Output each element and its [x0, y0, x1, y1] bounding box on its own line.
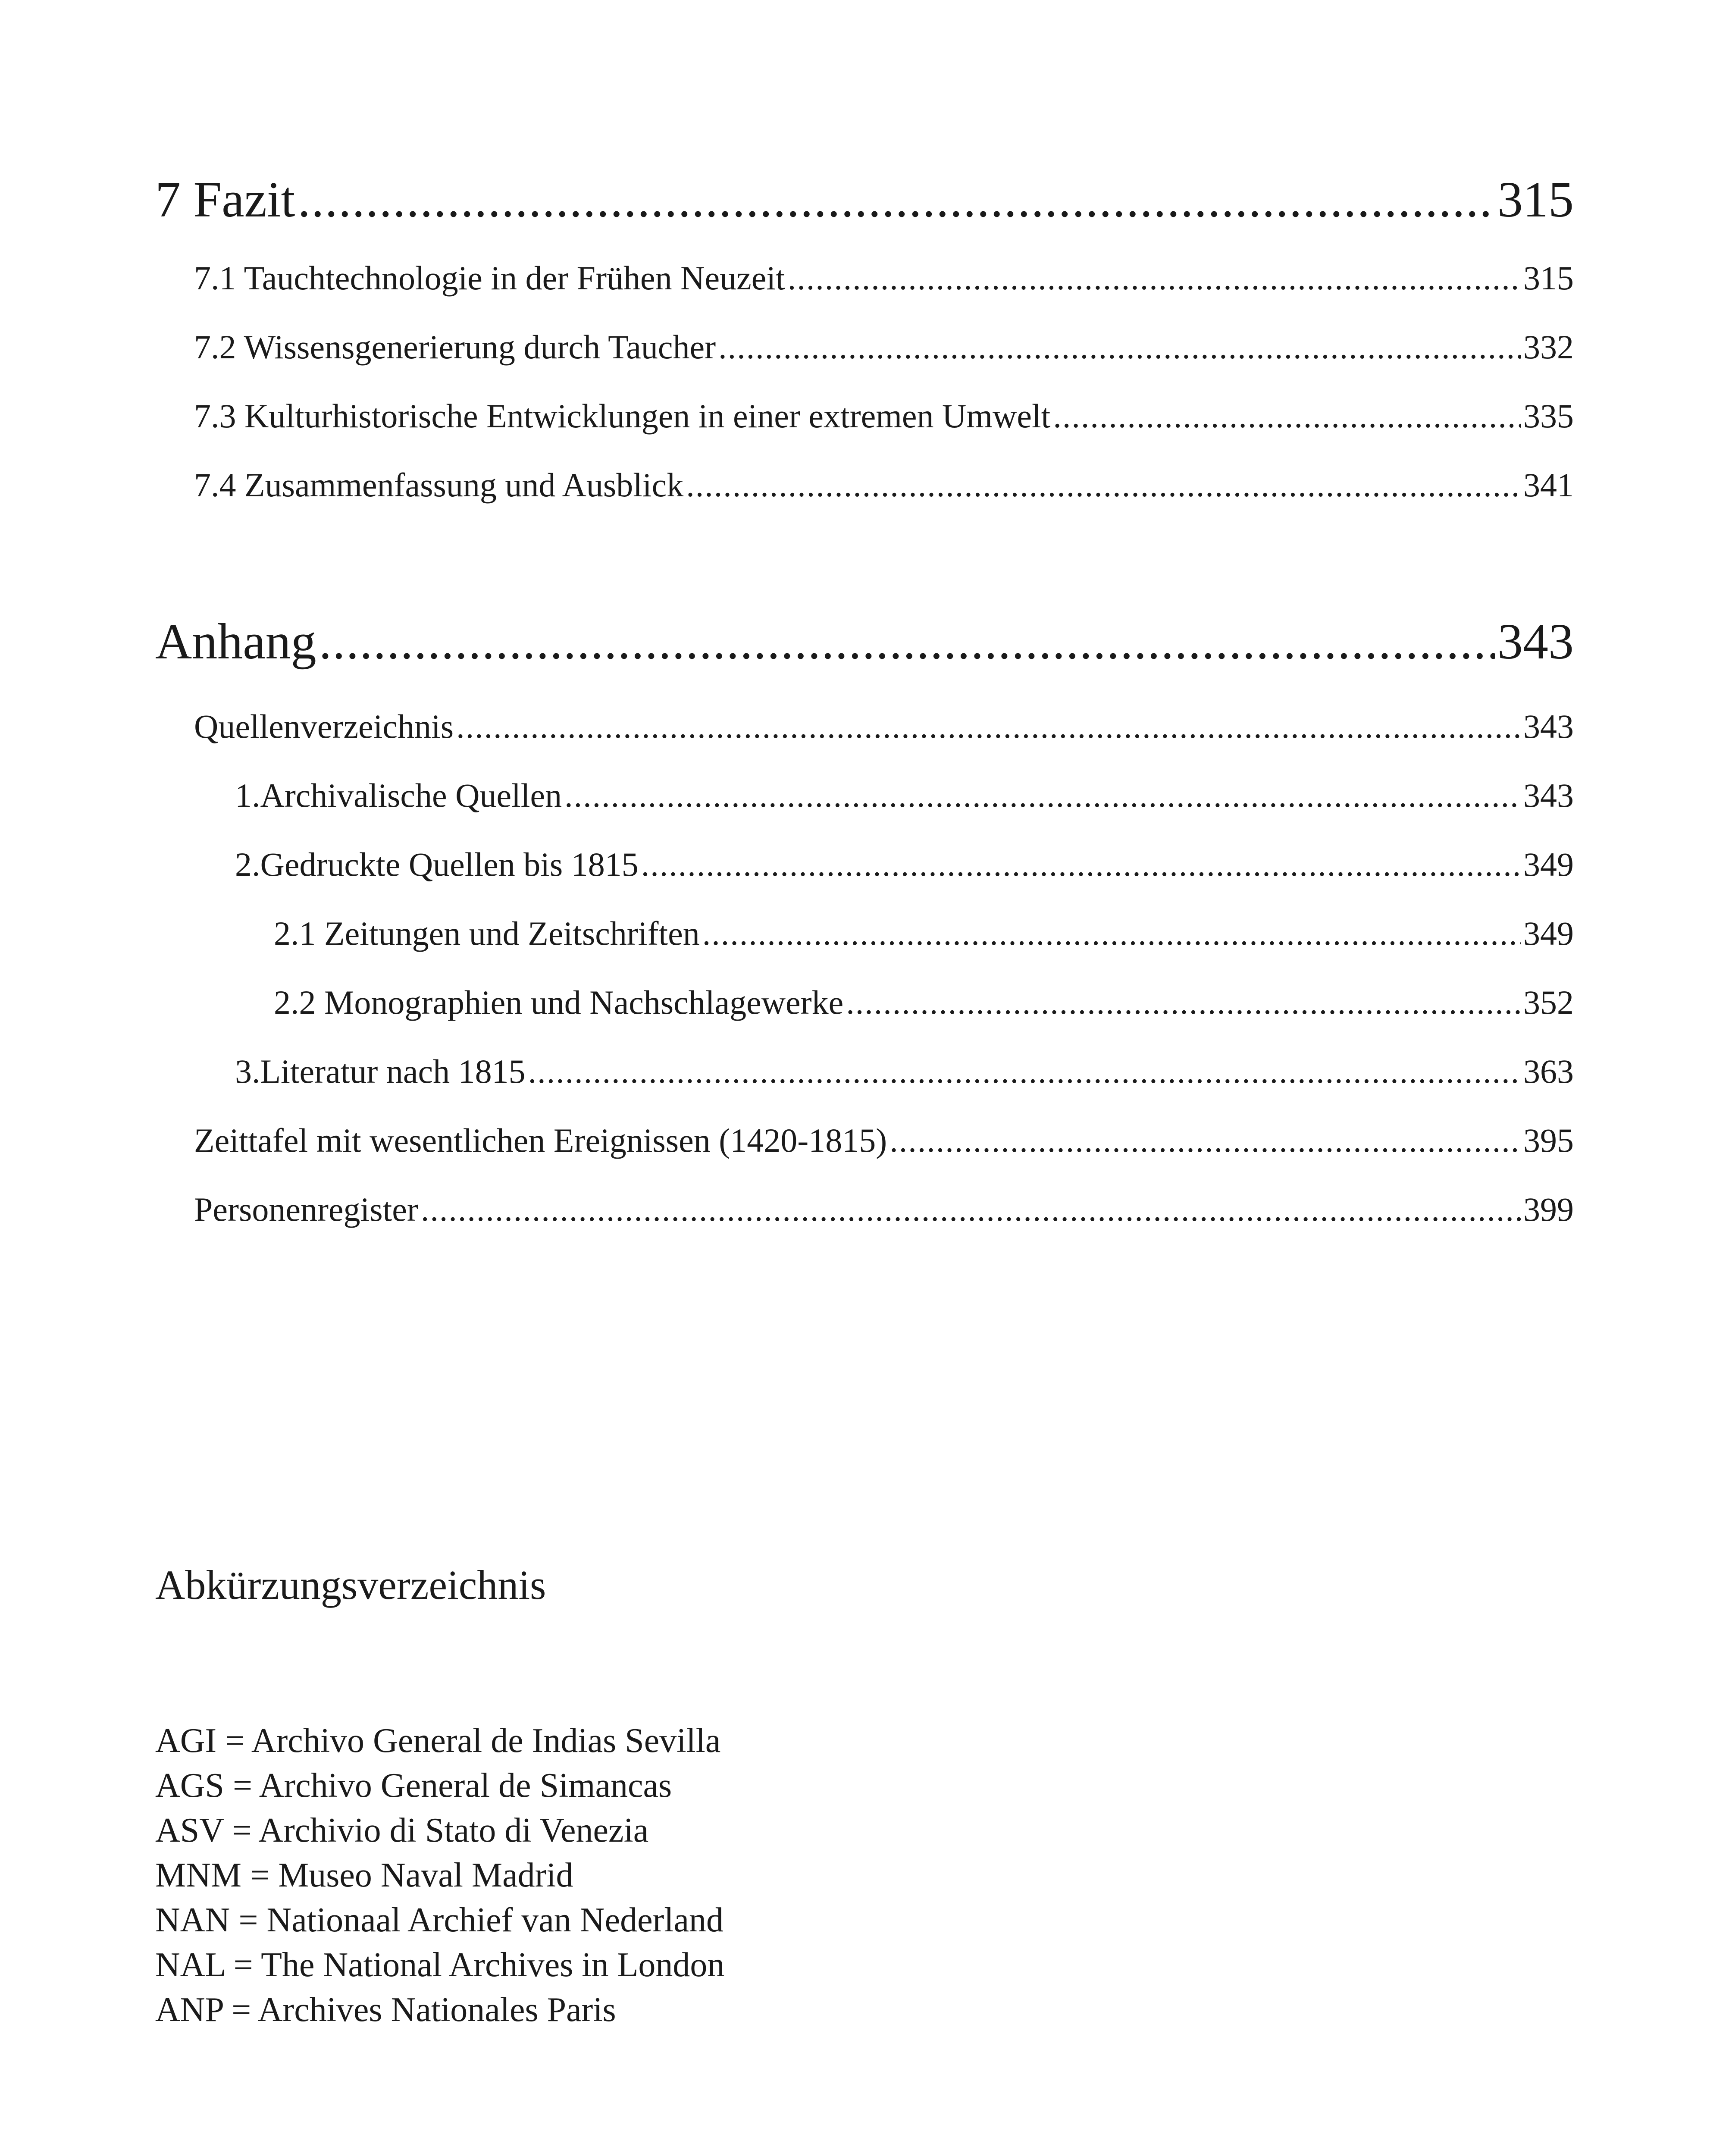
toc-entry-label: 7 Fazit: [155, 171, 295, 228]
toc-dot-leader: [641, 845, 1521, 884]
toc-entry-page: 343: [1523, 777, 1574, 814]
toc-dot-leader: [421, 1190, 1521, 1229]
toc-entry-label: Quellenverzeichnis: [194, 708, 454, 745]
toc-dot-leader: [718, 328, 1521, 367]
toc-entry-chapter-7[interactable]: [155, 170, 1574, 229]
toc-entry-archivalische-quellen[interactable]: [235, 776, 1574, 815]
toc-entry-label: Zeittafel mit wesentlichen Ereignissen (1420-1815): [194, 1122, 887, 1159]
toc-entry-number: 2.: [235, 846, 260, 883]
toc-dot-leader: [702, 914, 1521, 953]
toc-entry-7-3[interactable]: [194, 397, 1574, 436]
toc-dot-leader: [788, 259, 1521, 298]
toc-entry-7-4[interactable]: [194, 466, 1574, 505]
toc-entry-number: 1.: [235, 777, 260, 814]
abbreviations-heading: Abkürzungsverzeichnis: [155, 1562, 546, 1608]
toc-dot-leader: [889, 1121, 1521, 1160]
toc-entry-label: 7.4 Zusammenfassung und Ausblick: [194, 466, 684, 504]
abbreviation-item: MNM = Museo Naval Madrid: [155, 1856, 573, 1894]
toc-entry-monographien[interactable]: [274, 983, 1574, 1022]
toc-dot-leader: [456, 707, 1521, 746]
abbreviations-list: [155, 1718, 724, 2032]
abbreviation-item: AGS = Archivo General de Simancas: [155, 1767, 672, 1805]
toc-entry-gedruckte-quellen[interactable]: [235, 845, 1574, 884]
toc-entry-anhang[interactable]: [155, 612, 1574, 671]
toc-entry-page: 352: [1523, 984, 1574, 1021]
toc-dot-leader: [846, 983, 1521, 1022]
toc-entry-zeitungen[interactable]: [274, 914, 1574, 953]
toc-entry-page: 395: [1523, 1122, 1574, 1159]
toc-entry-label: Anhang: [155, 613, 316, 670]
toc-entry-7-2[interactable]: [194, 328, 1574, 367]
toc-dot-leader: [564, 776, 1521, 815]
toc-entry-page: 349: [1523, 846, 1574, 883]
toc-entry-label: 7.2 Wissensgenerierung durch Taucher: [194, 328, 716, 366]
toc-entry-zeittafel[interactable]: [194, 1121, 1574, 1160]
abbreviation-item: ASV = Archivio di Stato di Venezia: [155, 1811, 649, 1849]
abbreviation-item: AGI = Archivo General de Indias Sevilla: [155, 1722, 721, 1760]
toc-entry-label: 2.1 Zeitungen und Zeitschriften: [274, 915, 700, 952]
toc-entry-label: 7.3 Kulturhistorische Entwicklungen in einer extremen Umwelt: [194, 397, 1051, 435]
toc-entry-7-1[interactable]: [194, 259, 1574, 298]
toc-dot-leader: [319, 612, 1495, 671]
toc-entry-literatur[interactable]: [235, 1052, 1574, 1091]
toc-entry-page: 343: [1523, 708, 1574, 745]
toc-entry-page: 315: [1523, 259, 1574, 297]
toc-entry-quellenverzeichnis[interactable]: [194, 707, 1574, 746]
toc-dot-leader: [528, 1052, 1521, 1091]
toc-entry-page: 332: [1523, 328, 1574, 366]
toc-entry-label: 2.2 Monographien und Nachschlagewerke: [274, 984, 844, 1021]
toc-entry-personenregister[interactable]: [194, 1190, 1574, 1229]
toc-entry-page: 335: [1523, 397, 1574, 435]
toc-entry-label: Personenregister: [194, 1191, 418, 1228]
toc-entry-page: 349: [1523, 915, 1574, 952]
abbreviation-item: NAN = Nationaal Archief van Nederland: [155, 1901, 723, 1939]
toc-dot-leader: [686, 466, 1521, 505]
toc-entry-page: 363: [1523, 1053, 1574, 1090]
toc-entry-label: Gedruckte Quellen bis 1815: [260, 846, 639, 883]
toc-entry-label: Literatur nach 1815: [260, 1053, 526, 1090]
abbreviation-item: NAL = The National Archives in London: [155, 1946, 725, 1984]
toc-entry-label: 7.1 Tauchtechnologie in der Frühen Neuzeit: [194, 259, 785, 297]
toc-entry-page: 399: [1523, 1191, 1574, 1228]
toc-dot-leader: [298, 170, 1495, 229]
toc-entry-page: 343: [1497, 613, 1574, 670]
toc-entry-page: 315: [1497, 171, 1574, 228]
abbreviation-item: ANP = Archives Nationales Paris: [155, 1991, 616, 2029]
toc-entry-page: 341: [1523, 466, 1574, 504]
toc-entry-label: Archivalische Quellen: [260, 777, 562, 814]
toc-entry-number: 3.: [235, 1053, 260, 1090]
toc-dot-leader: [1053, 397, 1521, 436]
